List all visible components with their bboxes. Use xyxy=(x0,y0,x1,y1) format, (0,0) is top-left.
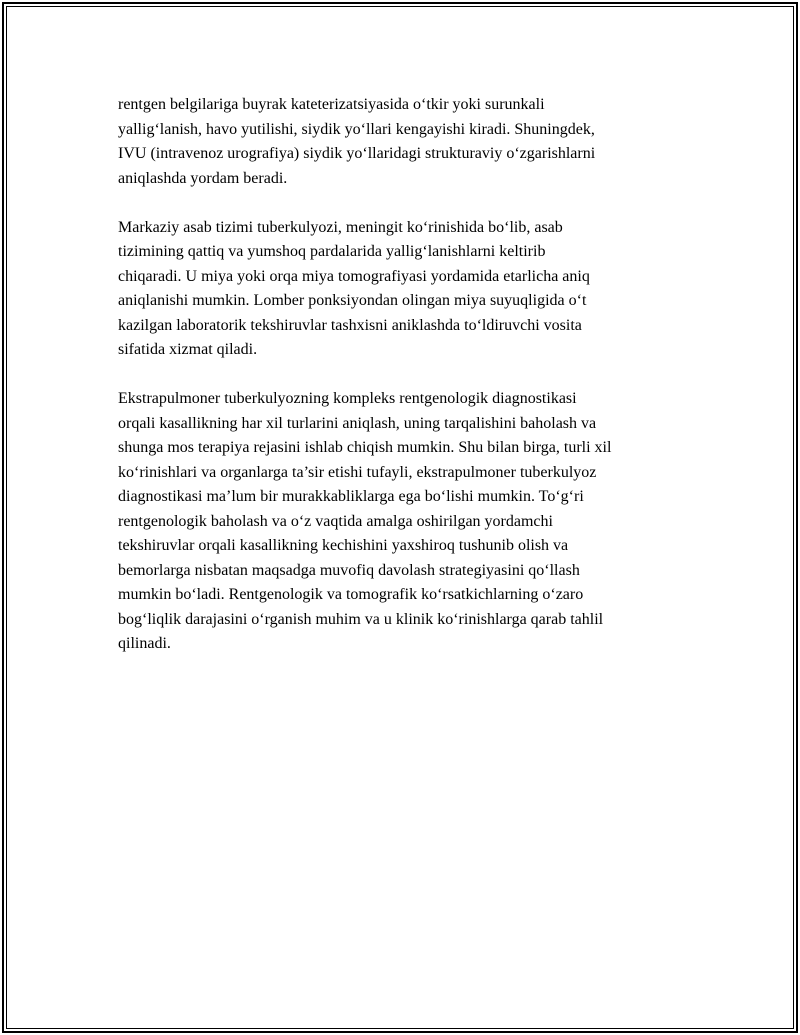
text-line: Ekstrapulmoner tuberkulyozning kompleks rentgenologik diagnostikasi xyxy=(118,390,577,407)
text-line: kazilgan laboratorik tekshiruvlar tashxisni aniklashda to‘ldiruvchi vosita xyxy=(118,316,582,334)
text-line: bemorlarga nisbatan maqsadga muvofiq davolash strategiyasini qo‘llash xyxy=(118,561,580,579)
text-line: rentgen belgilariga buyrak kateterizatsiyasida o‘tkir yoki surunkali xyxy=(118,96,545,113)
text-line: IVU (intravenoz urografiya) siydik yo‘llaridagi strukturaviy o‘zgarishlarni xyxy=(118,145,596,162)
paragraph-2 xyxy=(118,216,708,363)
text-line: yallig‘lanish, havo yutilishi, siydik yo‘llari kengayishi kiradi. Shuningdek, xyxy=(118,120,595,138)
text-line: mumkin bo‘ladi. Rentgenologik va tomografik ko‘rsatkichlarning o‘zaro xyxy=(118,586,584,603)
paragraph-3 xyxy=(118,387,708,657)
text-line: qilinadi. xyxy=(118,635,171,652)
text-line: Markaziy asab tizimi tuberkulyozi, meningit ko‘rinishida bo‘lib, asab xyxy=(118,218,563,236)
text-line: ko‘rinishlari va organlarga ta’sir etishi tufayli, ekstrapulmoner tuberkulyoz xyxy=(118,463,597,481)
text-line: tekshiruvlar orqali kasallikning kechishini yaxshiroq tushunib olish va xyxy=(118,537,569,554)
text-line: tizimining qattiq va yumshoq pardalarida yallig‘lanishlarni keltirib xyxy=(118,243,546,260)
text-line: chiqaradi. U miya yoki orqa miya tomografiyasi yordamida etarlicha aniq xyxy=(118,267,590,285)
text-line: orqali kasallikning har xil turlarini aniqlash, uning tarqalishini baholash va xyxy=(118,414,597,432)
text-line: bog‘liqlik darajasini o‘rganish muhim va u klinik ko‘rinishlarga qarab tahlil xyxy=(118,610,604,628)
text-line: aniqlashda yordam beradi. xyxy=(118,169,288,187)
document-body xyxy=(118,93,708,681)
text-line: shunga mos terapiya rejasini ishlab chiqish mumkin. Shu bilan birga, turli xil xyxy=(118,439,612,456)
text-line: sifatida xizmat qiladi. xyxy=(118,341,258,358)
paragraph-1 xyxy=(118,93,708,191)
text-line: diagnostikasi ma’lum bir murakkabliklarga ega bo‘lishi mumkin. To‘g‘ri xyxy=(118,488,584,505)
text-line: rentgenologik baholash va o‘z vaqtida amalga oshirilgan yordamchi xyxy=(118,512,553,530)
text-line: aniqlanishi mumkin. Lomber ponksiyondan olingan miya suyuqligida o‘t xyxy=(118,292,587,309)
